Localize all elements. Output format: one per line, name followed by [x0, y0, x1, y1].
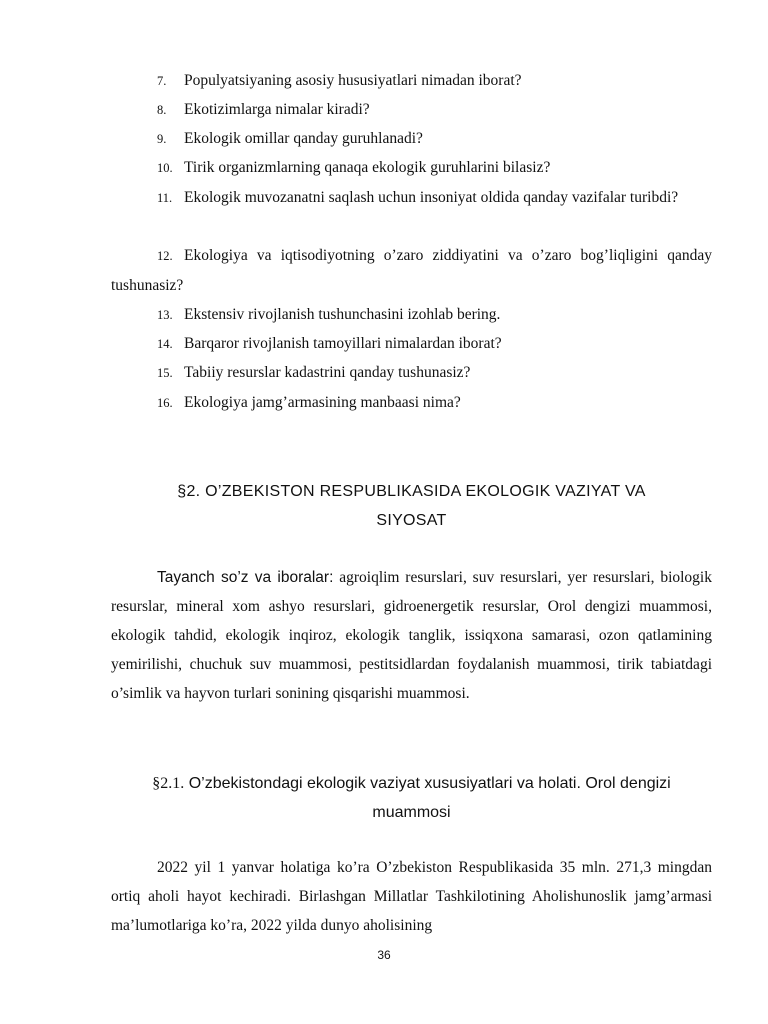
subsection-heading-line1: O’zbekistondagi ekologik vaziyat xususiyatlari va holati. Orol dengizi — [188, 775, 671, 792]
question-text: Tabiiy resurslar kadastrini qanday tushunasiz? — [184, 364, 471, 381]
question-number: 13. — [157, 308, 173, 322]
question-number: 15. — [157, 366, 173, 380]
question-text: Ekologiya va iqtisodiyotning o’zaro ziddiyatini va o’zaro bog’liqligini qanday tushunasiz? — [111, 247, 712, 294]
question-number: 10. — [157, 161, 173, 175]
question-text: Ekologiya jamg’armasining manbaasi nima? — [184, 394, 461, 411]
question-item — [111, 124, 712, 154]
subsection-heading — [111, 769, 712, 827]
section-heading — [111, 477, 712, 535]
question-item — [111, 300, 712, 330]
question-text: Ekologik muvozanatni saqlash uchun insoniyat oldida qanday vazifalar turibdi? — [184, 189, 679, 206]
question-item — [111, 329, 712, 359]
keywords-paragraph — [111, 563, 712, 708]
question-text: Ekstensiv rivojlanish tushunchasini izohlab bering. — [184, 306, 501, 323]
question-number: 8. — [157, 103, 167, 117]
question-text: Populyatsiyaning asosiy hususiyatlari nimadan iborat? — [184, 72, 522, 89]
keywords-text: agroiqlim resurslari, suv resurslari, yer resurslari, biologik resurslar, mineral xom ashyo resurslari, gidroenergetik resurslar, Orol dengizi muammosi, ekologik tahdid, ekologik inqiroz, ekologik tanglik, issiqxona samarasi, ozon qatlamining yemirilishi, chuchuk suv muammosi, pestitsidlardan foydalanish muammosi, tirik tabiatdagi o’simlik va hayvon turlari sonining qisqarishi muammosi. — [111, 569, 712, 702]
question-item — [111, 358, 712, 388]
keywords-label: Tayanch so’z va iboralar: — [157, 569, 334, 586]
question-item — [111, 183, 712, 213]
question-number: 12. — [157, 249, 173, 263]
body-paragraph: 2022 yil 1 yanvar holatiga ko’ra O’zbekiston Respublikasida 35 mln. 271,3 mingdan ortiq aholi hayot kechiradi. Birlashgan Millatlar Tashkilotining Aholishunoslik jamg’armasi ma’lumotlariga ko’ra, 2022 yilda dunyo aholisining — [111, 859, 712, 934]
question-number: 11. — [157, 191, 173, 205]
question-number: 7. — [157, 74, 167, 88]
subsection-number: §2.1. — [152, 775, 185, 792]
question-text: Tirik organizmlarning qanaqa ekologik guruhlarini bilasiz? — [184, 159, 551, 176]
question-item — [111, 241, 712, 300]
question-number: 14. — [157, 337, 173, 351]
page-number: 36 — [377, 948, 391, 962]
section-heading-line2: SIYOSAT — [376, 512, 447, 529]
question-item — [111, 153, 712, 183]
subsection-heading-line2: muammosi — [372, 804, 451, 821]
question-text: Ekotizimlarga nimalar kiradi? — [184, 101, 370, 118]
question-item — [111, 388, 712, 418]
question-number: 9. — [157, 132, 167, 146]
question-text: Ekologik omillar qanday guruhlanadi? — [184, 130, 423, 147]
question-item — [111, 95, 712, 125]
question-item — [111, 66, 712, 96]
section-heading-line1: §2. O’ZBEKISTON RESPUBLIKASIDA EKOLOGIK VAZIYAT VA — [177, 483, 646, 500]
question-number: 16. — [157, 396, 173, 410]
question-text: Barqaror rivojlanish tamoyillari nimalardan iborat? — [184, 335, 502, 352]
